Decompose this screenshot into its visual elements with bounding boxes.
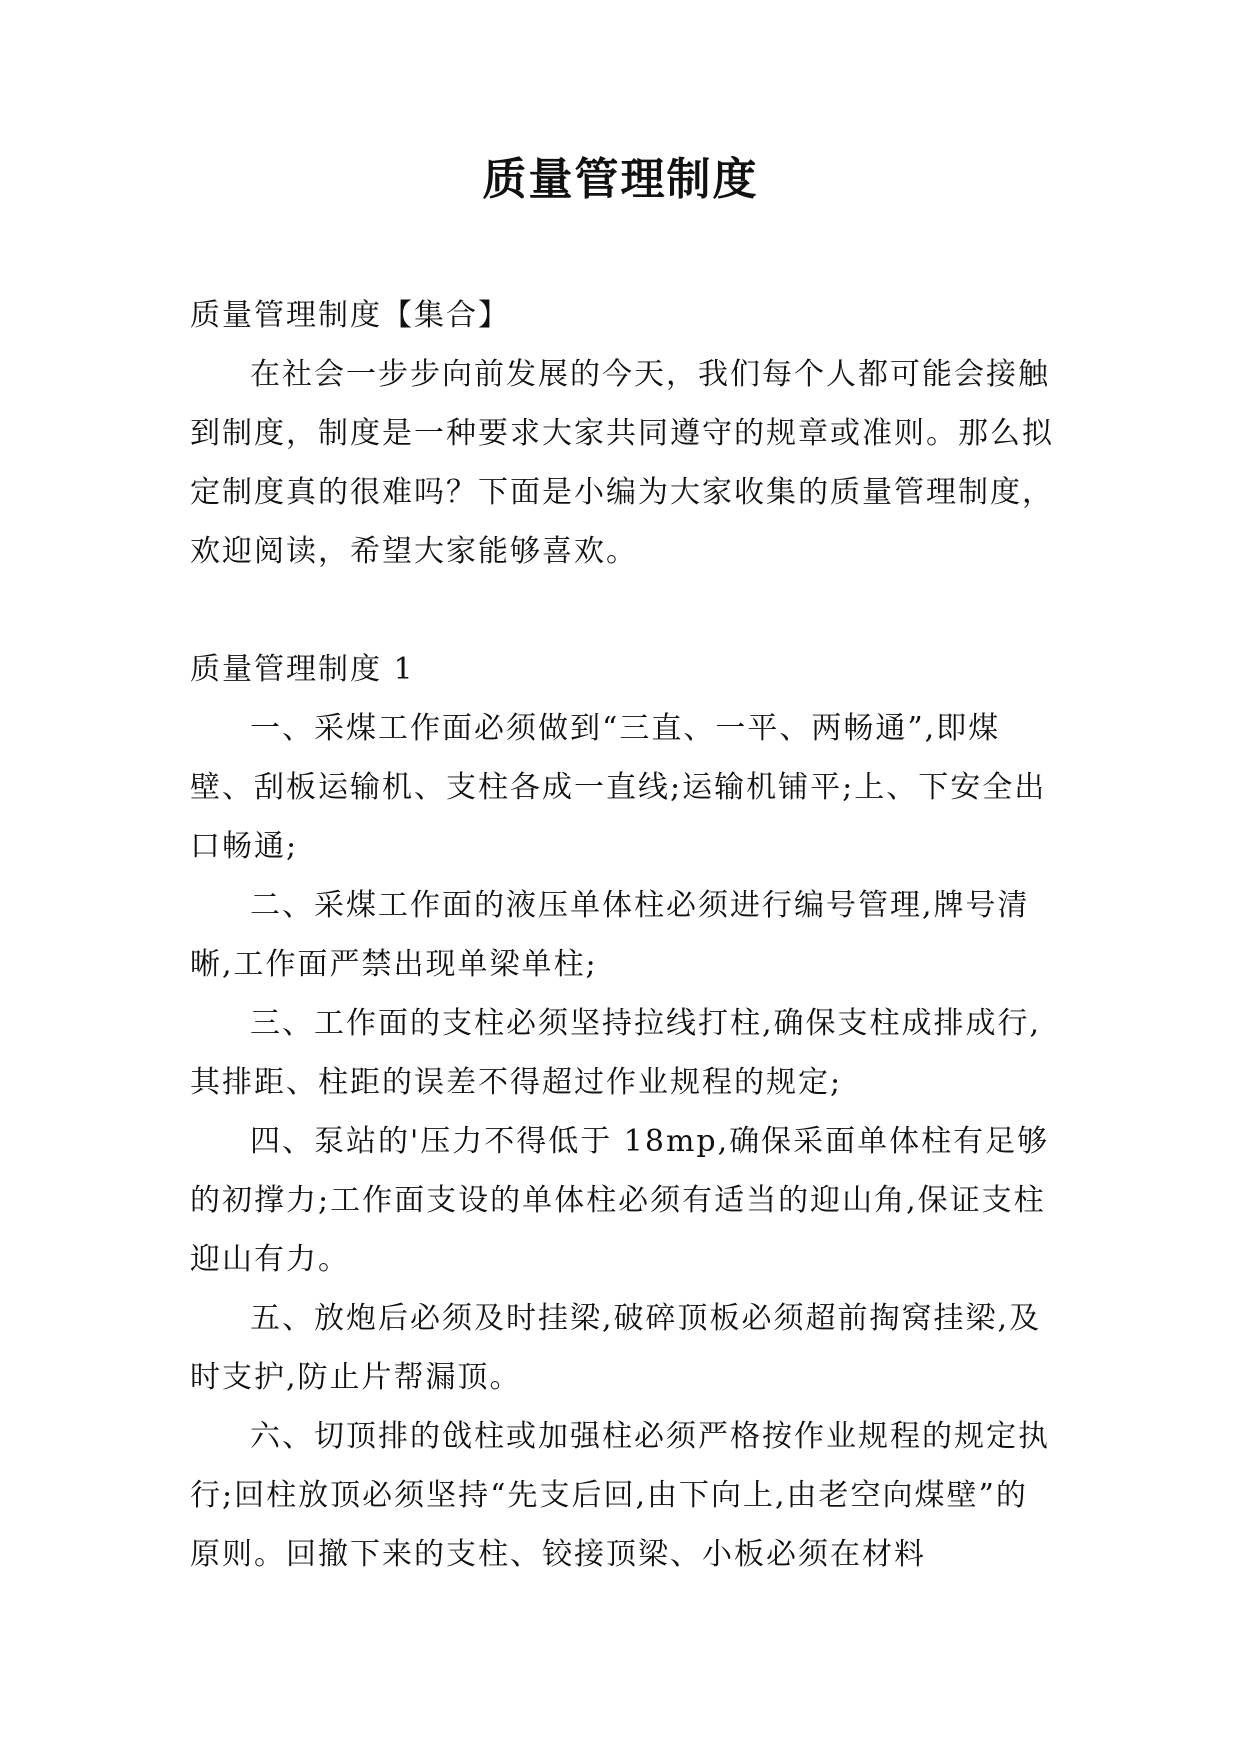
rule-item-6: 六、切顶排的戗柱或加强柱必须严格按作业规程的规定执行;回柱放顶必须坚持“先支后回,由下向上,由老空向煤壁”的原则。回撤下来的支柱、铰接顶梁、小板必须在材料: [190, 1419, 1050, 1572]
document-subtitle: 质量管理制度【集合】: [190, 298, 510, 333]
section-heading: 质量管理制度 1: [190, 652, 415, 687]
rule-item-3: 三、工作面的支柱必须坚持拉线打柱,确保支柱成排成行,其排距、柱距的误差不得超过作业规程的规定;: [190, 1006, 1042, 1100]
rule-item-5: 五、放炮后必须及时挂梁,破碎顶板必须超前掏窝挂梁,及时支护,防止片帮漏顶。: [190, 1301, 1042, 1395]
intro-paragraph: 在社会一步步向前发展的今天，我们每个人都可能会接触到制度，制度是一种要求大家共同遵守的规章或准则。那么拟定制度真的很难吗？下面是小编为大家收集的质量管理制度，欢迎阅读，希望大家能够喜欢。: [190, 357, 1054, 569]
rule-item-2: 二、采煤工作面的液压单体柱必须进行编号管理,牌号清晰,工作面严禁出现单梁单柱;: [190, 888, 1030, 982]
rule-item-1: 一、采煤工作面必须做到“三直、一平、两畅通”,即煤壁、刮板运输机、支柱各成一直线;运输机铺平;上、下安全出口畅通;: [190, 711, 1047, 864]
document-title: 质量管理制度: [482, 154, 759, 205]
paragraph-spacer: [190, 581, 1058, 640]
rule-item-4: 四、泵站的'压力不得低于 18mp,确保采面单体柱有足够的初撑力;工作面支设的单体柱必须有适当的迎山角,保证支柱迎山有力。: [190, 1124, 1050, 1277]
document-body: [190, 286, 1058, 1584]
